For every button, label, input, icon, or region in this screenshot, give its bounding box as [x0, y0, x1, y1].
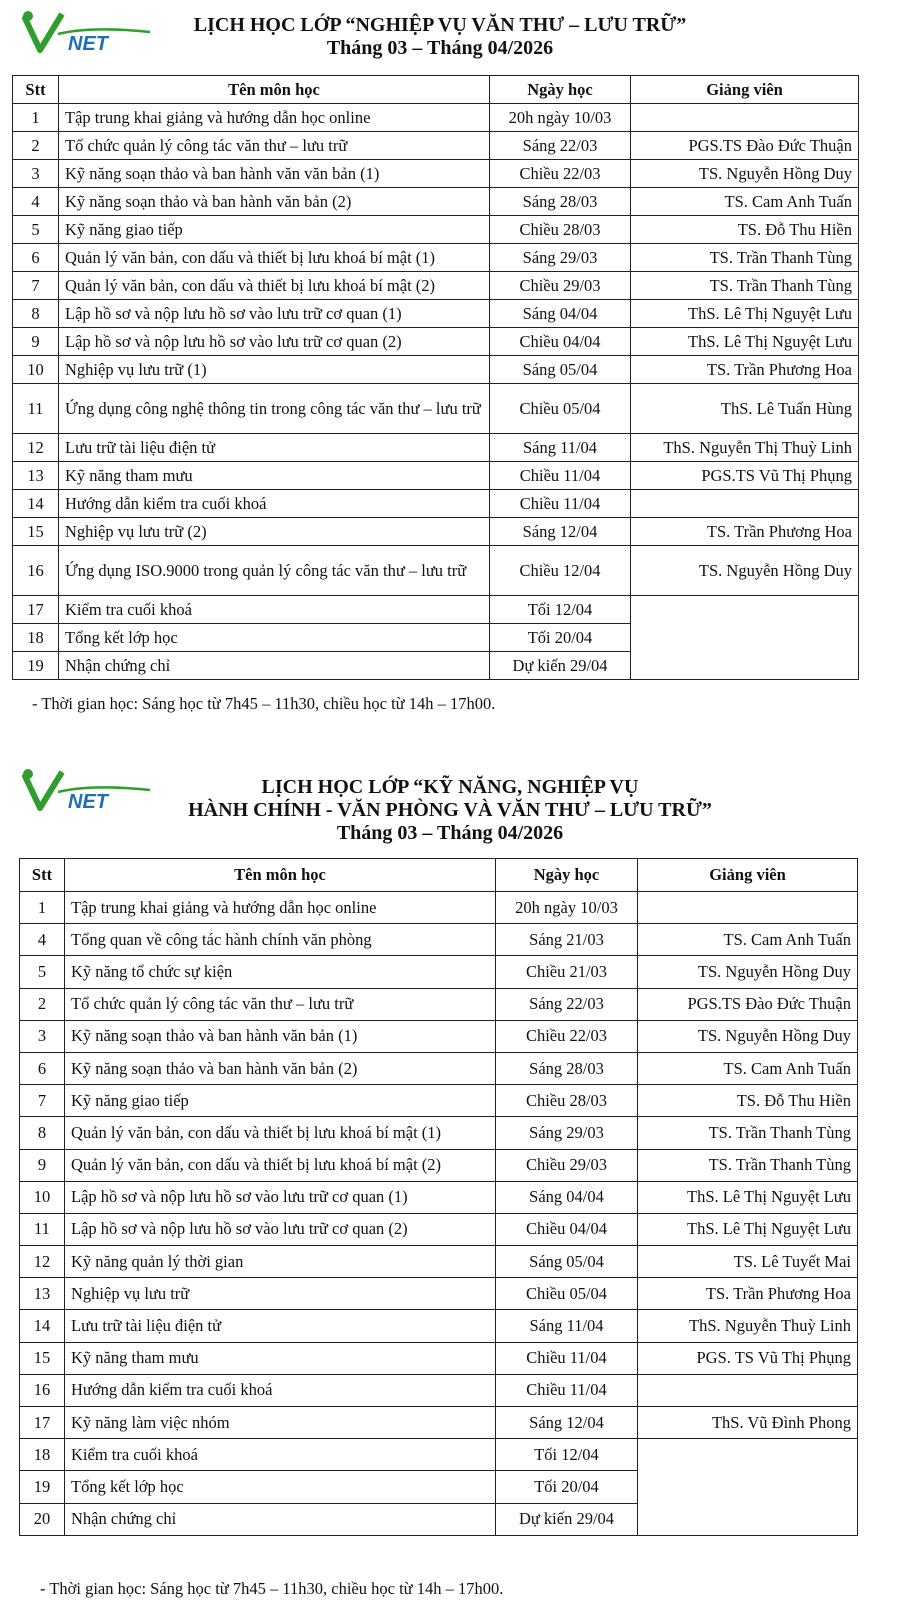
table-row: [13, 356, 859, 384]
row-date: Sáng 21/03: [496, 924, 638, 956]
row-subject: Tổ chức quản lý công tác văn thư – lưu trữ: [59, 132, 490, 160]
row-date: Chiều 21/03: [496, 956, 638, 988]
row-lecturer: ThS. Lê Thị Nguyệt Lưu: [631, 300, 859, 328]
header-lecturer: Giảng viên: [638, 859, 858, 892]
row-subject: Nhận chứng chỉ: [65, 1503, 496, 1535]
row-lecturer: TS. Cam Anh Tuấn: [631, 188, 859, 216]
table-row: [13, 518, 859, 546]
row-date: Chiều 29/03: [496, 1149, 638, 1181]
row-stt: 19: [13, 652, 59, 680]
schedule-title: [130, 776, 770, 845]
row-lecturer: ThS. Nguyễn Thuỳ Linh: [638, 1310, 858, 1342]
vnet-logo: [22, 10, 154, 56]
table-row: [20, 1407, 858, 1439]
row-stt: 20: [20, 1503, 65, 1535]
row-date: Chiều 11/04: [496, 1374, 638, 1406]
row-lecturer: TS. Trần Thanh Tùng: [638, 1117, 858, 1149]
logo-text: NET: [68, 33, 108, 55]
row-subject: Kỹ năng quản lý thời gian: [65, 1246, 496, 1278]
row-lecturer: [631, 104, 859, 132]
row-subject: Kỹ năng tham mưu: [65, 1342, 496, 1374]
table-row: [20, 956, 858, 988]
row-stt: 4: [13, 188, 59, 216]
row-stt: 6: [20, 1052, 65, 1084]
row-stt: 12: [20, 1246, 65, 1278]
row-date: Chiều 29/03: [490, 272, 631, 300]
row-subject: Hướng dẫn kiểm tra cuối khoá: [59, 490, 490, 518]
row-subject: Lập hồ sơ và nộp lưu hồ sơ vào lưu trữ cơ quan (2): [59, 328, 490, 356]
row-stt: 19: [20, 1471, 65, 1503]
row-subject: Kỹ năng giao tiếp: [59, 216, 490, 244]
row-date: Tối 20/04: [496, 1471, 638, 1503]
row-subject: Kỹ năng soạn thảo và ban hành văn bản (2): [59, 188, 490, 216]
schedule-title: [150, 14, 730, 60]
row-subject: Quản lý văn bản, con dấu và thiết bị lưu khoá bí mật (2): [65, 1149, 496, 1181]
row-lecturer: TS. Đỗ Thu Hiền: [638, 1085, 858, 1117]
row-lecturer: PGS.TS Vũ Thị Phụng: [631, 462, 859, 490]
row-stt: 9: [20, 1149, 65, 1181]
table-row: [13, 272, 859, 300]
header-subject: Tên môn học: [65, 859, 496, 892]
row-stt: 5: [20, 956, 65, 988]
row-lecturer: TS. Trần Thanh Tùng: [638, 1149, 858, 1181]
row-date: Sáng 05/04: [490, 356, 631, 384]
row-stt: 1: [13, 104, 59, 132]
table-row: [13, 546, 859, 596]
title-line-3: Tháng 03 – Tháng 04/2026: [336, 822, 564, 844]
row-subject: Kỹ năng làm việc nhóm: [65, 1407, 496, 1439]
table-row: [20, 988, 858, 1020]
row-date: Sáng 29/03: [496, 1117, 638, 1149]
row-date: Sáng 11/04: [496, 1310, 638, 1342]
table-row: [20, 892, 858, 924]
table-row: [20, 1310, 858, 1342]
title-line-1: LỊCH HỌC LỚP “KỸ NĂNG, NGHIỆP VỤ: [261, 776, 639, 798]
row-subject: Ứng dụng công nghệ thông tin trong công tác văn thư – lưu trữ: [59, 384, 490, 434]
row-stt: 16: [13, 546, 59, 596]
row-date: Chiều 22/03: [490, 160, 631, 188]
row-date: Chiều 12/04: [490, 546, 631, 596]
row-date: Sáng 04/04: [490, 300, 631, 328]
table-row: [13, 244, 859, 272]
row-date: Sáng 28/03: [496, 1052, 638, 1084]
row-lecturer: [638, 1439, 858, 1536]
row-subject: Kỹ năng tham mưu: [59, 462, 490, 490]
row-lecturer: ThS. Lê Thị Nguyệt Lưu: [631, 328, 859, 356]
row-subject: Lưu trữ tài liệu điện tử: [65, 1310, 496, 1342]
table-row: [13, 188, 859, 216]
row-date: Chiều 04/04: [490, 328, 631, 356]
row-lecturer: PGS. TS Vũ Thị Phụng: [638, 1342, 858, 1374]
row-date: Sáng 11/04: [490, 434, 631, 462]
row-lecturer: TS. Trần Phương Hoa: [638, 1278, 858, 1310]
logo-text: NET: [68, 791, 108, 813]
table-row: [13, 216, 859, 244]
row-date: Chiều 05/04: [496, 1278, 638, 1310]
row-date: Chiều 22/03: [496, 1020, 638, 1052]
row-stt: 18: [20, 1439, 65, 1471]
table-row: [13, 462, 859, 490]
row-stt: 13: [13, 462, 59, 490]
row-subject: Kiểm tra cuối khoá: [65, 1439, 496, 1471]
table-row: [13, 328, 859, 356]
row-date: Chiều 28/03: [490, 216, 631, 244]
row-date: Sáng 29/03: [490, 244, 631, 272]
row-stt: 3: [13, 160, 59, 188]
table-row: [13, 490, 859, 518]
table-row: [13, 104, 859, 132]
row-stt: 16: [20, 1374, 65, 1406]
table-row: [20, 1213, 858, 1245]
row-date: Tối 20/04: [490, 624, 631, 652]
row-lecturer: ThS. Nguyễn Thị Thuỳ Linh: [631, 434, 859, 462]
row-stt: 10: [13, 356, 59, 384]
title-line-2: Tháng 03 – Tháng 04/2026: [326, 37, 554, 59]
row-stt: 2: [13, 132, 59, 160]
table-row: [13, 596, 859, 624]
row-stt: 7: [13, 272, 59, 300]
row-stt: 13: [20, 1278, 65, 1310]
row-subject: Tổ chức quản lý công tác văn thư – lưu trữ: [65, 988, 496, 1020]
row-lecturer: TS. Nguyễn Hồng Duy: [638, 956, 858, 988]
row-subject: Ứng dụng ISO.9000 trong quản lý công tác văn thư – lưu trữ: [59, 546, 490, 596]
row-subject: Kỹ năng soạn thảo và ban hành văn bản (1): [65, 1020, 496, 1052]
row-lecturer: TS. Cam Anh Tuấn: [638, 1052, 858, 1084]
table-row: [20, 1246, 858, 1278]
row-subject: Quản lý văn bản, con dấu và thiết bị lưu khoá bí mật (1): [59, 244, 490, 272]
row-date: Chiều 11/04: [490, 490, 631, 518]
row-stt: 11: [20, 1213, 65, 1245]
table-row: [20, 924, 858, 956]
row-stt: 15: [20, 1342, 65, 1374]
row-subject: Lập hồ sơ và nộp lưu hồ sơ vào lưu trữ cơ quan (2): [65, 1213, 496, 1245]
table-row: [13, 384, 859, 434]
row-date: Sáng 12/04: [490, 518, 631, 546]
table-row: [20, 1374, 858, 1406]
row-stt: 5: [13, 216, 59, 244]
row-subject: Lập hồ sơ và nộp lưu hồ sơ vào lưu trữ cơ quan (1): [65, 1181, 496, 1213]
row-lecturer: ThS. Lê Thị Nguyệt Lưu: [638, 1181, 858, 1213]
row-stt: 1: [20, 892, 65, 924]
schedule-section-2: [0, 760, 900, 1615]
row-subject: Tổng kết lớp học: [65, 1471, 496, 1503]
schedule-section-1: [0, 0, 900, 740]
table-row: [13, 300, 859, 328]
table-row: [20, 1020, 858, 1052]
schedule-table: [12, 75, 859, 680]
schedule-table: [19, 858, 858, 1536]
row-date: Sáng 28/03: [490, 188, 631, 216]
header-lecturer: Giảng viên: [631, 76, 859, 104]
table-row: [13, 132, 859, 160]
row-stt: 15: [13, 518, 59, 546]
table-row: [13, 434, 859, 462]
row-stt: 4: [20, 924, 65, 956]
row-subject: Kỹ năng tổ chức sự kiện: [65, 956, 496, 988]
row-lecturer: TS. Lê Tuyết Mai: [638, 1246, 858, 1278]
row-subject: Nhận chứng chỉ: [59, 652, 490, 680]
row-subject: Kỹ năng giao tiếp: [65, 1085, 496, 1117]
row-date: Sáng 22/03: [496, 988, 638, 1020]
row-lecturer: PGS.TS Đào Đức Thuận: [638, 988, 858, 1020]
row-date: Sáng 22/03: [490, 132, 631, 160]
row-stt: 7: [20, 1085, 65, 1117]
table-row: [20, 1052, 858, 1084]
row-subject: Quản lý văn bản, con dấu và thiết bị lưu khoá bí mật (2): [59, 272, 490, 300]
row-subject: Kỹ năng soạn thảo và ban hành văn bản (2): [65, 1052, 496, 1084]
header-subject: Tên môn học: [59, 76, 490, 104]
row-stt: 3: [20, 1020, 65, 1052]
header-date: Ngày học: [490, 76, 631, 104]
table-row: [20, 1439, 858, 1471]
row-subject: Tập trung khai giảng và hướng dẫn học online: [65, 892, 496, 924]
row-date: Chiều 05/04: [490, 384, 631, 434]
row-lecturer: TS. Trần Thanh Tùng: [631, 272, 859, 300]
row-stt: 12: [13, 434, 59, 462]
row-date: Tối 12/04: [496, 1439, 638, 1471]
row-subject: Kỹ năng soạn thảo và ban hành văn văn bản (1): [59, 160, 490, 188]
row-stt: 8: [13, 300, 59, 328]
row-lecturer: ThS. Lê Thị Nguyệt Lưu: [638, 1213, 858, 1245]
row-stt: 8: [20, 1117, 65, 1149]
row-stt: 9: [13, 328, 59, 356]
row-date: Chiều 11/04: [496, 1342, 638, 1374]
row-date: Chiều 11/04: [490, 462, 631, 490]
row-subject: Hướng dẫn kiểm tra cuối khoá: [65, 1374, 496, 1406]
row-subject: Tổng kết lớp học: [59, 624, 490, 652]
row-date: Dự kiến 29/04: [490, 652, 631, 680]
row-lecturer: [638, 1374, 858, 1406]
schedule-note: - Thời gian học: Sáng học từ 7h45 – 11h30, chiều học từ 14h – 17h00.: [40, 1579, 504, 1598]
row-subject: Nghiệp vụ lưu trữ (2): [59, 518, 490, 546]
row-subject: Tập trung khai giảng và hướng dẫn học online: [59, 104, 490, 132]
table-row: [20, 1117, 858, 1149]
row-date: Tối 12/04: [490, 596, 631, 624]
row-stt: 10: [20, 1181, 65, 1213]
row-subject: Kiểm tra cuối khoá: [59, 596, 490, 624]
title-line-2: HÀNH CHÍNH - VĂN PHÒNG VÀ VĂN THƯ – LƯU TRỮ”: [188, 799, 712, 821]
row-lecturer: TS. Cam Anh Tuấn: [638, 924, 858, 956]
row-lecturer: TS. Trần Phương Hoa: [631, 518, 859, 546]
row-stt: 2: [20, 988, 65, 1020]
row-subject: Lập hồ sơ và nộp lưu hồ sơ vào lưu trữ cơ quan (1): [59, 300, 490, 328]
table-row: [13, 160, 859, 188]
row-date: 20h ngày 10/03: [496, 892, 638, 924]
row-subject: Tổng quan về công tác hành chính văn phòng: [65, 924, 496, 956]
table-row: [20, 1278, 858, 1310]
row-stt: 17: [13, 596, 59, 624]
row-date: Sáng 12/04: [496, 1407, 638, 1439]
row-date: Chiều 28/03: [496, 1085, 638, 1117]
row-lecturer: PGS.TS Đào Đức Thuận: [631, 132, 859, 160]
row-subject: Lưu trữ tài liệu điện tử: [59, 434, 490, 462]
row-lecturer: [631, 490, 859, 518]
row-lecturer: TS. Nguyễn Hồng Duy: [631, 160, 859, 188]
row-stt: 6: [13, 244, 59, 272]
header-date: Ngày học: [496, 859, 638, 892]
row-subject: Quản lý văn bản, con dấu và thiết bị lưu khoá bí mật (1): [65, 1117, 496, 1149]
row-stt: 11: [13, 384, 59, 434]
table-row: [20, 1181, 858, 1213]
schedule-note: - Thời gian học: Sáng học từ 7h45 – 11h30, chiều học từ 14h – 17h00.: [32, 694, 496, 713]
row-stt: 14: [13, 490, 59, 518]
row-lecturer: ThS. Lê Tuấn Hùng: [631, 384, 859, 434]
row-lecturer: TS. Trần Thanh Tùng: [631, 244, 859, 272]
row-lecturer: [638, 892, 858, 924]
row-date: Sáng 04/04: [496, 1181, 638, 1213]
table-row: [20, 1085, 858, 1117]
table-row: [20, 1342, 858, 1374]
row-lecturer: ThS. Vũ Đình Phong: [638, 1407, 858, 1439]
title-line-1: LỊCH HỌC LỚP “NGHIỆP VỤ VĂN THƯ – LƯU TRỮ”: [193, 14, 687, 36]
row-subject: Nghiệp vụ lưu trữ: [65, 1278, 496, 1310]
table-row: [20, 1149, 858, 1181]
row-stt: 18: [13, 624, 59, 652]
header-stt: Stt: [13, 76, 59, 104]
row-lecturer: TS. Nguyễn Hồng Duy: [631, 546, 859, 596]
row-stt: 17: [20, 1407, 65, 1439]
row-lecturer: TS. Đỗ Thu Hiền: [631, 216, 859, 244]
row-date: Chiều 04/04: [496, 1213, 638, 1245]
row-subject: Nghiệp vụ lưu trữ (1): [59, 356, 490, 384]
row-date: Dự kiến 29/04: [496, 1503, 638, 1535]
row-date: 20h ngày 10/03: [490, 104, 631, 132]
row-date: Sáng 05/04: [496, 1246, 638, 1278]
row-stt: 14: [20, 1310, 65, 1342]
header-stt: Stt: [20, 859, 65, 892]
row-lecturer: TS. Trần Phương Hoa: [631, 356, 859, 384]
row-lecturer: [631, 596, 859, 680]
row-lecturer: TS. Nguyễn Hồng Duy: [638, 1020, 858, 1052]
